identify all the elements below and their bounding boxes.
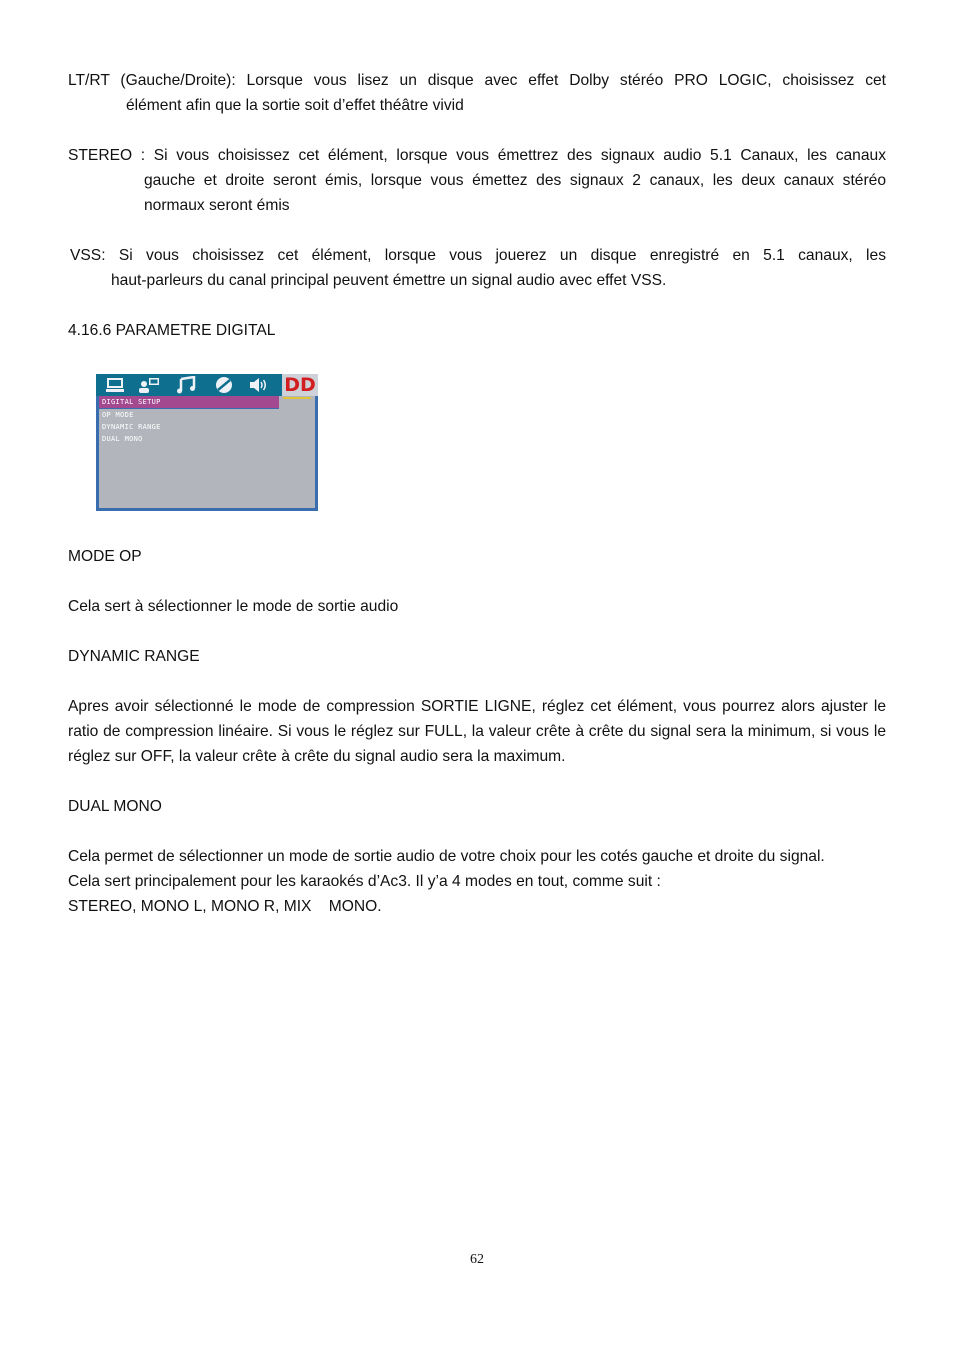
osd-item-dynamic-range: DYNAMIC RANGE (102, 423, 161, 431)
osd-title-divider (99, 408, 279, 409)
monitor-icon (104, 376, 126, 394)
osd-menu-title: DIGITAL SETUP (99, 396, 279, 408)
user-screen-icon (138, 376, 160, 394)
vss-line1: VSS: Si vous choisissez cet élément, lorsque vous jouerez un disque enregistré en 5.1 canaux, les (70, 247, 886, 264)
stereo-line2: gauche et droite seront émis, lorsque vous émettez des signaux 2 canaux, les deux canaux stéréo (144, 172, 886, 189)
mode-op-heading: MODE OP (68, 548, 142, 565)
page-number: 62 (470, 1252, 484, 1267)
dynamic-range-heading: DYNAMIC RANGE (68, 648, 200, 665)
vss-line2: haut-parleurs du canal principal peuvent émettre un signal audio avec effet VSS. (111, 272, 667, 289)
dual-mono-line1: Cela permet de sélectionner un mode de sortie audio de votre choix pour les cotés gauche et droite du signal. (68, 848, 825, 865)
disc-icon (213, 376, 235, 394)
mode-op-text: Cela sert à sélectionner le mode de sortie audio (68, 598, 399, 615)
digital-setup-osd-screenshot (96, 374, 318, 511)
osd-item-dual-mono: DUAL MONO (102, 435, 143, 443)
stereo-line3: normaux seront émis (144, 197, 290, 214)
dynamic-range-text: Apres avoir sélectionné le mode de compression SORTIE LIGNE, réglez cet élément, vous pourrez alors ajuster le ratio de compression linéaire. Si vous le réglez sur FULL, la valeur crête à crête du signal sera la minimum, si vous le réglez sur OFF, la valeur crête à crête du signal audio sera la maximum. (68, 698, 886, 765)
section-heading: 4.16.6 PARAMETRE DIGITAL (68, 322, 276, 339)
dual-mono-line3: STEREO, MONO L, MONO R, MIX MONO. (68, 898, 382, 915)
dual-mono-heading: DUAL MONO (68, 798, 162, 815)
osd-item-op-mode: OP MODE (102, 411, 134, 419)
speaker-icon (247, 376, 269, 394)
stereo-line1: STEREO : Si vous choisissez cet élément, lorsque vous émettrez des signaux audio 5.1 Canaux, les canaux (68, 147, 886, 164)
music-note-icon (175, 376, 197, 394)
dual-mono-line2: Cela sert principalement pour les karaokés d’Ac3. Il y’a 4 modes en tout, comme suit : (68, 873, 661, 890)
ltrt-line1: LT/RT (Gauche/Droite): Lorsque vous lisez un disque avec effet Dolby stéréo PRO LOGIC, choisissez cet (68, 72, 886, 89)
dolby-digital-tab: DD (282, 374, 318, 396)
ltrt-line2: élément afin que la sortie soit d’effet théâtre vivid (126, 97, 464, 114)
